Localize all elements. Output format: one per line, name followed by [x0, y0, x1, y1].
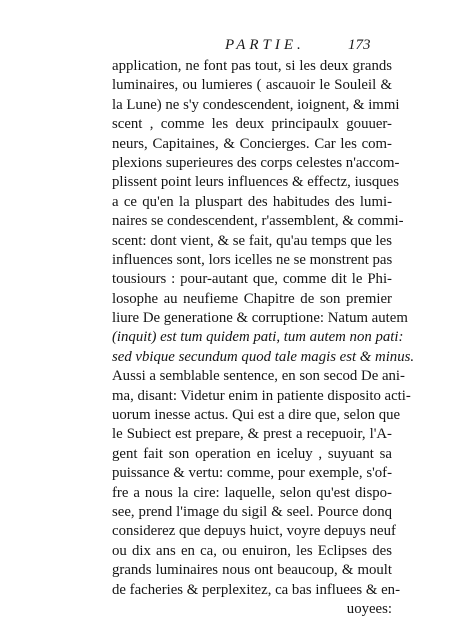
text-line: see, prend l'image du sigil & seel. Pource donq	[112, 503, 392, 520]
text-line: grands luminaires nous ont beaucoup, & moult	[112, 562, 392, 579]
text-line: scent: dont vient, & se fait, qu'au temps que les	[112, 232, 392, 249]
text-line: la Lune) ne s'y condescendent, ioignent, & immi	[112, 96, 400, 113]
text-line: sed vbique secundum quod tale magis est & minus.	[112, 348, 415, 365]
text-line: scent , comme les deux principaulx gouuer-	[112, 116, 392, 133]
text-line: Aussi a semblable sentence, en son secod De ani-	[112, 368, 405, 385]
text-line: ou dix ans en ca, ou enuiron, les Eclipses des	[112, 542, 392, 559]
text-line: puissance & vertu: comme, pour exemple, s'of-	[112, 465, 392, 482]
text-line: ma, disant: Videtur enim in patiente disposito acti-	[112, 387, 411, 404]
text-line: le Subiect est prepare, & prest a recepuoir, l'A-	[112, 426, 392, 443]
text-line: influences sont, lors icelles ne se monstrent pas	[112, 251, 393, 268]
text-line: liure De generatione & corruptione: Natum autem	[112, 310, 408, 327]
text-line: uoyees:	[346, 600, 392, 617]
text-line: considerez que depuys huict, voyre depuys neuf	[112, 523, 396, 540]
text-line: plexions superieures des corps celestes n'accom-	[112, 154, 400, 171]
running-head: PARTIE.	[225, 37, 305, 53]
body-text	[112, 57, 415, 619]
text-line: fre a nous la cire: laquelle, selon qu'est dispo-	[112, 484, 392, 501]
text-line: naires se condescendent, r'assemblent, & commi-	[112, 213, 404, 230]
text-line: neurs, Capitaines, & Concierges. Car les com-	[112, 135, 392, 152]
text-line: losophe au neufieme Chapitre de son premier	[112, 290, 392, 307]
text-line: uorum inesse actus. Qui est a dire que, selon que	[112, 407, 401, 424]
text-line: tousiours : pour-autant que, comme dit le Phi-	[112, 271, 392, 288]
text-line: application, ne font pas tout, si les deux grands	[112, 58, 392, 74]
text-line: plissent point leurs influences & effectz, iusques	[112, 174, 399, 191]
text-line: gent fait son operation en iceluy , suyuant sa	[112, 445, 392, 462]
text-line: de facheries & perplexitez, ca bas influees & en-	[112, 581, 400, 598]
page-number: 173	[348, 37, 371, 53]
text-line: luminaires, ou lumieres ( ascauoir le Souleil &	[112, 77, 392, 94]
text-line: (inquit) est tum quidem pati, tum autem non pati:	[112, 329, 404, 346]
text-line: a ce qu'en la pluspart des habitudes des lumi-	[112, 193, 392, 210]
